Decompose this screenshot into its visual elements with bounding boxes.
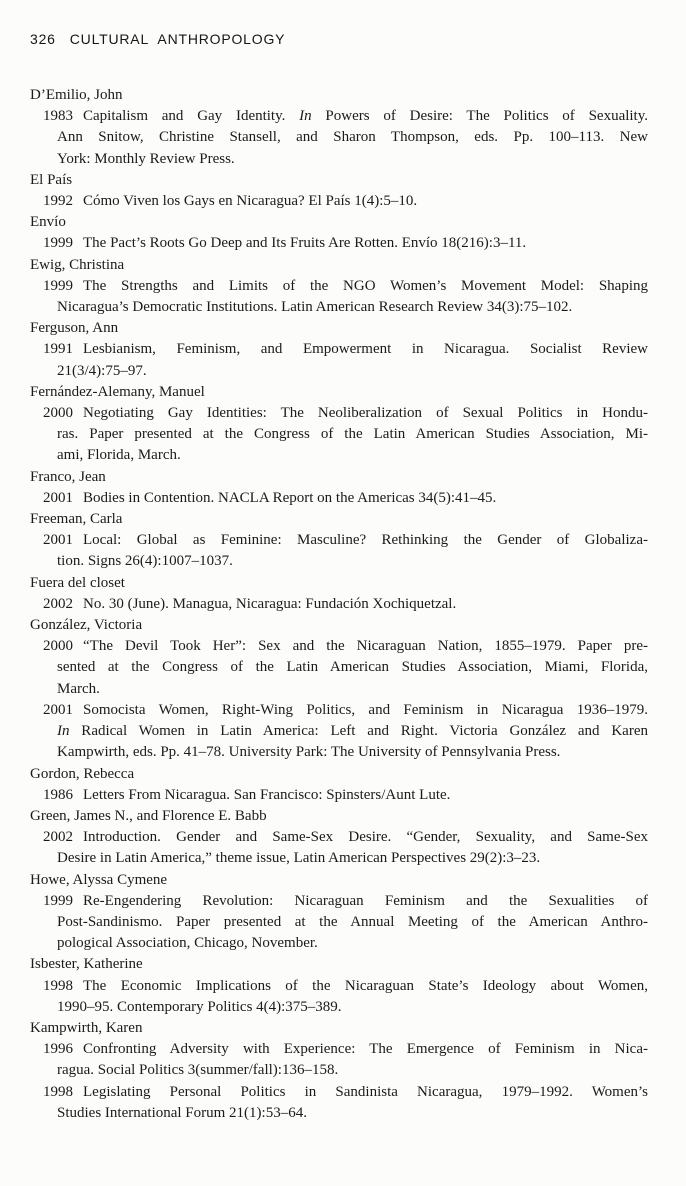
reference-line: York: Monthly Review Press. [57,150,235,167]
reference-work [30,106,648,170]
reference-line: 1999 The Strengths and Limits of the NGO Women’s Movement Model: Shaping [30,276,648,297]
reference-author: González, Victoria [30,617,143,634]
reference-work [30,594,648,615]
reference-author: D’Emilio, John [30,87,123,103]
reference-entry [30,382,648,467]
reference-entry [30,615,648,763]
reference-line: 1998 Legislating Personal Politics in Sandinista Nicaragua, 1979–1992. Women’s [30,1082,648,1103]
reference-author: El País [30,171,73,188]
journal-title: CULTURAL ANTHROPOLOGY [69,31,286,47]
italic-text: In [299,108,312,125]
reference-author: Franco, Jean [30,468,106,485]
reference-line: 1996 Confronting Adversity with Experience: The Emergence of Feminism in Nica- [30,1039,648,1060]
reference-author: Isbester, Katherine [30,956,143,973]
page-number: 326 [30,31,56,47]
reference-line: Kampwirth, eds. Pp. 41–78. University Park: The University of Pennsylvania Press. [57,744,561,761]
year-label: 2001 [43,701,73,718]
reference-line: 1986 Letters From Nicaragua. San Francisco: Spinsters/Aunt Lute. [30,785,648,806]
reference-line: ragua. Social Politics 3(summer/fall):136–158. [57,1062,339,1079]
reference-work [30,1039,648,1081]
reference-work [30,976,648,1018]
reference-line: 2001 Bodies in Contention. NACLA Report on the Americas 34(5):41–45. [30,488,648,509]
references-list [30,85,648,1124]
reference-line: Desire in Latin America,” theme issue, Latin American Perspectives 29(2):3–23. [57,850,541,867]
year-label: 1996 [43,1041,73,1058]
reference-author: Ferguson, Ann [30,320,119,337]
year-label: 2001 [43,489,73,506]
reference-author: Howe, Alyssa Cymene [30,871,168,888]
reference-author: Gordon, Rebecca [30,765,135,782]
year-label: 2002 [43,829,73,846]
reference-line: 2000 Negotiating Gay Identities: The Neoliberalization of Sexual Politics in Hondu- [30,403,648,424]
reference-author: Envío [30,214,66,231]
reference-work [30,636,648,700]
reference-line: March. [57,680,100,697]
year-label: 1992 [43,193,73,210]
reference-line: ami, Florida, March. [57,447,181,464]
reference-line: pological Association, Chicago, November. [57,935,318,952]
reference-work [30,785,648,806]
year-label: 2002 [43,595,73,612]
running-head [30,31,648,48]
reference-work [30,488,648,509]
reference-line: tion. Signs 26(4):1007–1037. [57,553,233,570]
reference-work [30,339,648,381]
reference-author: Ewig, Christina [30,256,125,273]
reference-line: Post-Sandinismo. Paper presented at the Annual Meeting of the American Anthro- [57,913,648,930]
year-label: 1991 [43,341,73,358]
year-label: 1999 [43,892,73,909]
reference-entry [30,212,648,254]
reference-entry [30,509,648,573]
reference-work [30,233,648,254]
reference-work [30,530,648,572]
reference-line: 1999 Re-Engendering Revolution: Nicaraguan Feminism and the Sexualities of [30,891,648,912]
reference-work [30,700,648,764]
reference-entry [30,467,648,509]
reference-line: Nicaragua’s Democratic Institutions. Latin American Research Review 34(3):75–102. [57,299,573,316]
reference-work [30,891,648,955]
reference-entry [30,870,648,955]
year-label: 1998 [43,977,73,994]
reference-work [30,403,648,467]
year-label: 1999 [43,235,73,252]
reference-line: 2002 Introduction. Gender and Same-Sex Desire. “Gender, Sexuality, and Same-Sex [30,827,648,848]
reference-work [30,276,648,318]
reference-entry [30,255,648,319]
reference-entry [30,573,648,615]
reference-line: Studies International Forum 21(1):53–64. [57,1104,307,1121]
reference-line: 1983 Capitalism and Gay Identity. In Powers of Desire: The Politics of Sexuality. [30,106,648,127]
year-label: 2000 [43,405,73,422]
reference-line: 2001 Local: Global as Feminine: Masculine? Rethinking the Gender of Globaliza- [30,530,648,551]
year-label: 2001 [43,532,73,549]
reference-line: 1991 Lesbianism, Feminism, and Empowerment in Nicaragua. Socialist Review [30,339,648,360]
reference-line: 2001 Somocista Women, Right-Wing Politics, and Feminism in Nicaragua 1936–1979. [30,700,648,721]
reference-entry [30,85,648,170]
year-label: 1998 [43,1083,73,1100]
reference-entry [30,806,648,870]
year-label: 1983 [43,108,73,125]
reference-entry [30,170,648,212]
reference-line: 1999 The Pact’s Roots Go Deep and Its Fruits Are Rotten. Envío 18(216):3–11. [30,233,648,254]
reference-line: 2002 No. 30 (June). Managua, Nicaragua: Fundación Xochiquetzal. [30,594,648,615]
reference-work [30,191,648,212]
year-label: 1999 [43,277,73,294]
reference-line: sented at the Congress of the Latin American Studies Association, Miami, Florida, [57,659,648,676]
year-label: 2000 [43,638,73,655]
year-label: 1986 [43,786,73,803]
reference-line: Ann Snitow, Christine Stansell, and Sharon Thompson, eds. Pp. 100–113. New [57,129,648,146]
reference-line: In Radical Women in Latin America: Left and Right. Victoria González and Karen [57,723,648,740]
reference-line: 1992 Cómo Viven los Gays en Nicaragua? El País 1(4):5–10. [30,191,648,212]
reference-author: Fernández-Alemany, Manuel [30,383,205,400]
reference-line: 1998 The Economic Implications of the Nicaraguan State’s Ideology about Women, [30,976,648,997]
reference-author: Fuera del closet [30,574,125,591]
reference-author: Green, James N., and Florence E. Babb [30,807,267,824]
reference-line: 1990–95. Contemporary Politics 4(4):375–389. [57,998,342,1015]
reference-work [30,827,648,869]
reference-entry [30,954,648,1018]
reference-line: ras. Paper presented at the Congress of the Latin American Studies Association, Mi- [57,426,648,443]
reference-work [30,1082,648,1124]
reference-author: Kampwirth, Karen [30,1019,143,1036]
reference-line: 21(3/4):75–97. [57,362,147,379]
reference-author: Freeman, Carla [30,511,123,528]
reference-entry [30,318,648,382]
italic-text: In [57,723,70,740]
reference-entry [30,1018,648,1124]
reference-entry [30,764,648,806]
reference-line: 2000 “The Devil Took Her”: Sex and the Nicaraguan Nation, 1855–1979. Paper pre- [30,636,648,657]
